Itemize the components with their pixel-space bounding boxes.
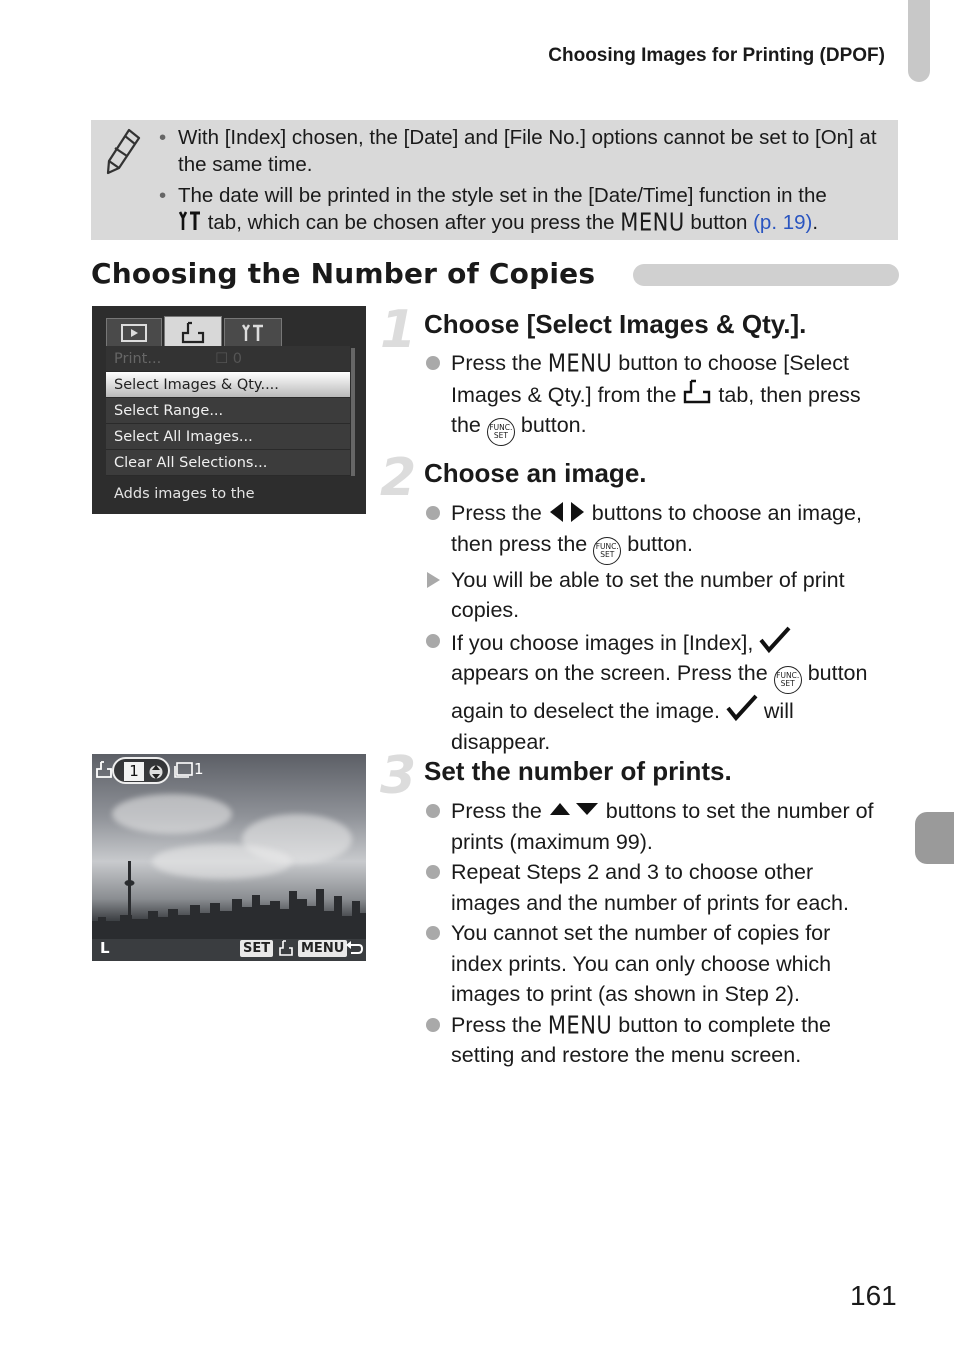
menu-button-icon: MENU — [547, 1010, 613, 1039]
print-icon — [278, 940, 294, 957]
menu-button-icon: MENU — [620, 207, 685, 237]
step-number: 3 — [380, 746, 417, 806]
func-set-button-icon: FUNC. SET — [593, 537, 621, 565]
prints-count-icon — [174, 762, 194, 778]
qty-value: 1 — [124, 762, 144, 781]
menu-item-select-range[interactable]: Select Range... — [106, 398, 350, 424]
section-title-bar — [633, 264, 899, 286]
playback-tab — [106, 318, 162, 346]
bullet-item: You cannot set the number of copies for index prints. You can only choose which images to print (as shown in Step 2). — [424, 918, 874, 1010]
menu-item-print: Print... ☐ 0 — [106, 346, 350, 372]
camera-image-screen — [92, 754, 366, 961]
menu-hint-text: Adds images to the — [114, 486, 255, 502]
return-icon — [345, 941, 363, 956]
wrench-tab-icon — [178, 210, 202, 232]
menu-scrollbar — [351, 348, 355, 476]
menu-item-select-images-qty[interactable]: Select Images & Qty.... — [106, 372, 350, 398]
up-down-arrows-icon — [548, 801, 600, 817]
page-link[interactable]: (p. 19) — [753, 211, 813, 234]
bullet-item: If you choose images in [Index], appears on the screen. Press the FUNC. SET button again to deselect the image. will disappear. — [424, 626, 874, 758]
bullet-item: Repeat Steps 2 and 3 to choose other images and the number of prints for each. — [424, 857, 874, 918]
bullet-item: Press the MENU button to choose [Select Images & Qty.] from the tab, then press the FUNC. SET button. — [424, 348, 874, 446]
func-set-button-icon: FUNC. SET — [487, 418, 515, 446]
pencil-icon — [103, 126, 143, 176]
menu-item-select-all[interactable]: Select All Images... — [106, 424, 350, 450]
menu-button-icon: MENU — [547, 348, 613, 378]
chapter-tab-marker — [915, 812, 954, 864]
print-icon — [682, 379, 712, 405]
playback-icon — [120, 323, 148, 343]
camera-tabs — [92, 316, 366, 346]
menu-button-label: MENU — [298, 940, 347, 957]
qty-selector[interactable] — [112, 757, 170, 784]
step-number: 1 — [380, 300, 417, 360]
image-size: L — [100, 939, 110, 957]
section-title: Choosing the Number of Copies — [91, 257, 596, 290]
func-set-button-icon: FUNC. SET — [774, 666, 802, 694]
step-title: Set the number of prints. — [424, 756, 732, 786]
bullet-item: Press the buttons to choose an image, then press the FUNC. SET button. — [424, 498, 874, 565]
settings-tab — [224, 318, 282, 346]
menu-item-clear-all[interactable]: Clear All Selections... — [106, 450, 350, 476]
bullet-item: Press the buttons to set the number of prints (maximum 99). — [424, 796, 874, 857]
step-body — [424, 498, 874, 757]
running-title: Choosing Images for Printing (DPOF) — [548, 45, 885, 66]
page-number: 161 — [850, 1280, 897, 1311]
cloud — [112, 794, 232, 834]
wrench-icon — [240, 323, 266, 343]
note-item: • With [Index] chosen, the [Date] and [File No.] options cannot be set to [On] at the same time. — [159, 124, 889, 178]
print-tab — [164, 316, 222, 348]
checkmark-icon — [759, 626, 791, 654]
note-list — [159, 124, 889, 240]
bullet-item: Press the MENU button to complete the setting and restore the menu screen. — [424, 1010, 874, 1071]
prints-count: 1 — [194, 760, 204, 778]
camera-menu-list — [106, 346, 350, 476]
result-item: You will be able to set the number of print copies. — [424, 565, 874, 626]
print-icon — [180, 321, 206, 345]
camera-menu-screen — [92, 306, 366, 514]
print-qty-indicator — [92, 756, 232, 782]
step-title: Choose an image. — [424, 458, 647, 488]
print-icon — [95, 761, 113, 779]
step-body — [424, 348, 874, 446]
step-body — [424, 796, 874, 1071]
checkmark-icon — [726, 694, 758, 722]
left-right-arrows-icon — [548, 500, 586, 524]
note-item: • The date will be printed in the style set in the [Date/Time] function in the tab, which can be chosen after you press the MENU button (p. 19). — [159, 182, 889, 236]
up-down-arrows-icon — [149, 762, 163, 782]
step-title: Choose [Select Images & Qty.]. — [424, 309, 807, 339]
chapter-tab-top — [908, 0, 930, 82]
note-box — [91, 120, 898, 240]
set-button-label: SET — [240, 940, 273, 957]
step-number: 2 — [380, 448, 417, 508]
